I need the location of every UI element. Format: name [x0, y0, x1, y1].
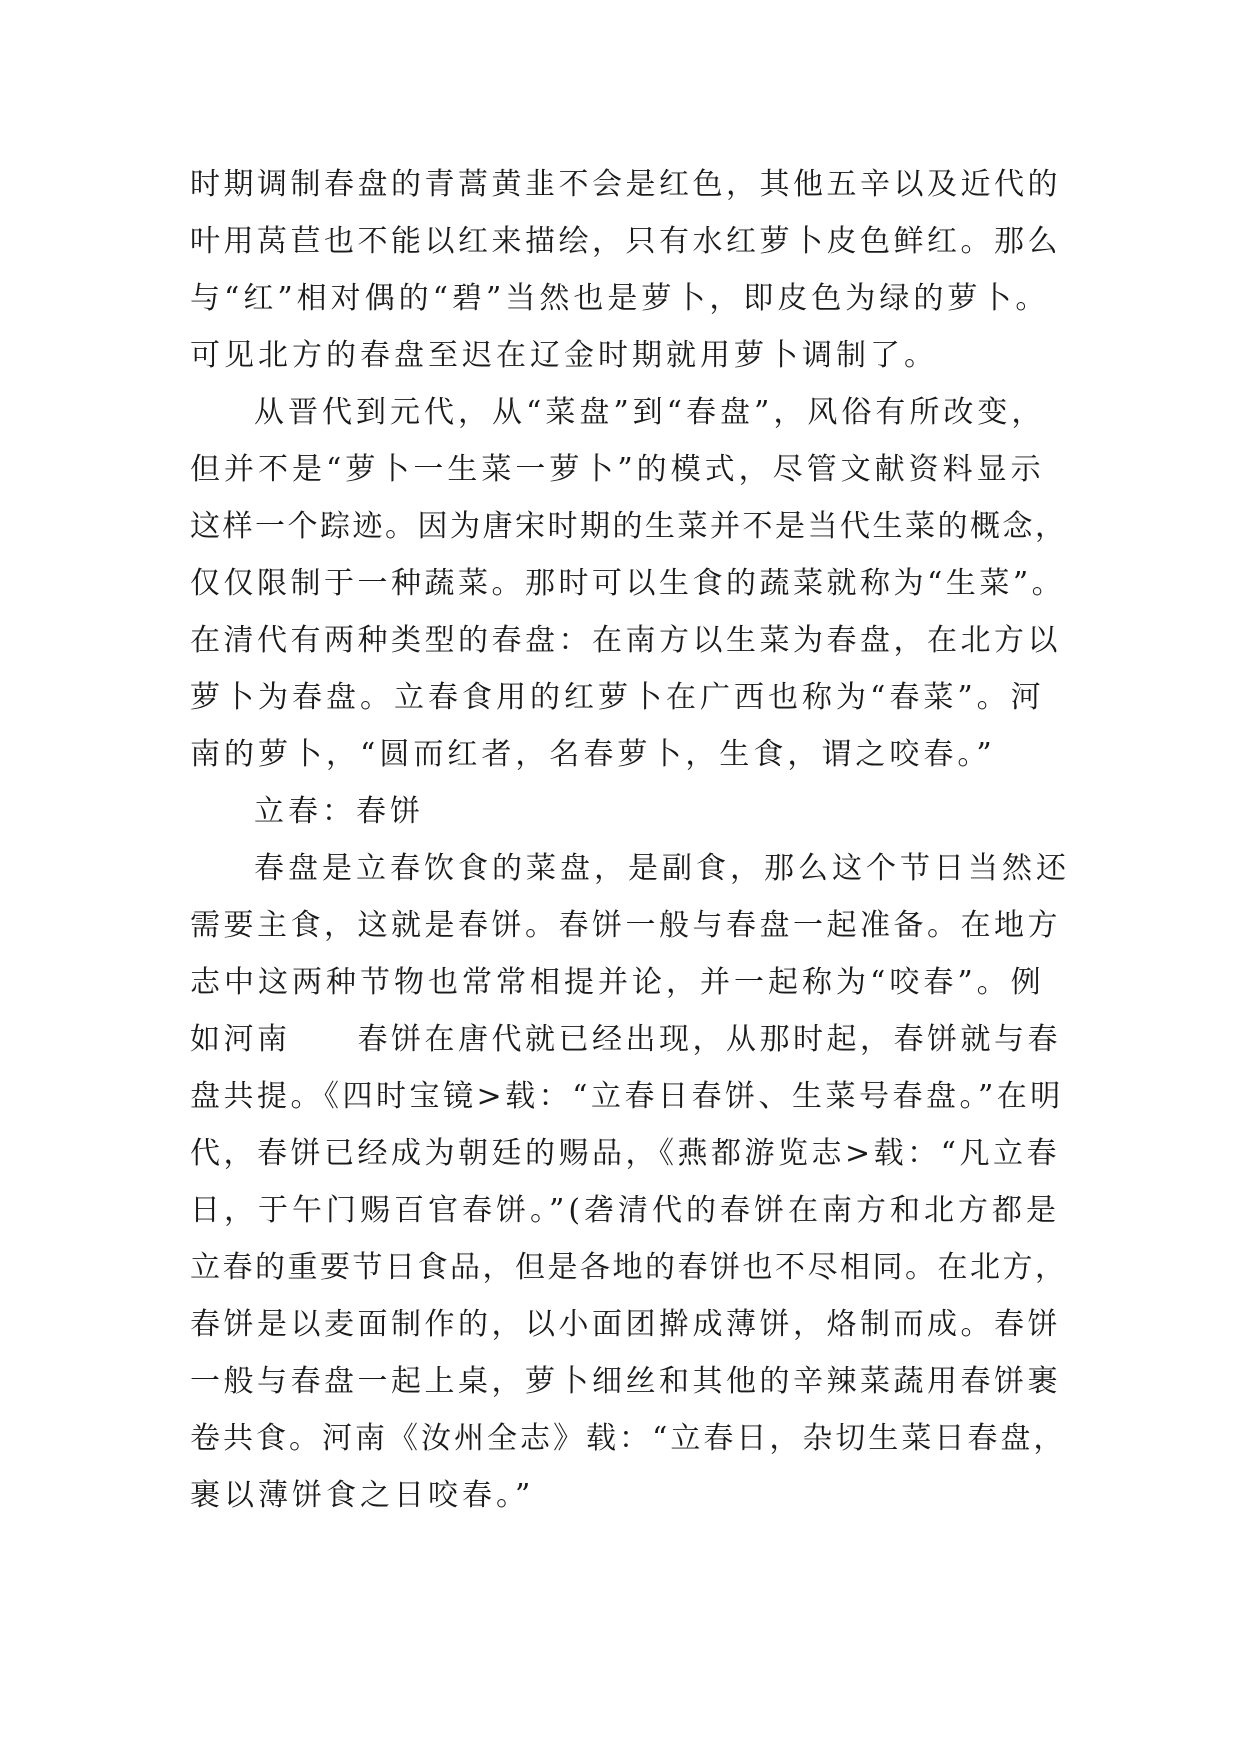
text-line: 春盘是立春饮食的菜盘，是副食，那么这个节日当然还	[254, 851, 1070, 886]
text-line: 从晋代到元代，从“菜盘”到“春盘”，风俗有所改变，	[254, 395, 1046, 430]
text-line: 南的萝卜，“圆而红者，名春萝卜，生食，谓之咬春。”	[190, 737, 996, 772]
text-line: 可见北方的春盘至迟在辽金时期就用萝卜调制了。	[190, 338, 938, 373]
text-line: 与“红”相对偶的“碧”当然也是萝卜，即皮色为绿的萝卜。	[190, 281, 1050, 316]
text-line: 立春：春饼	[254, 794, 424, 829]
text-line: 时期调制春盘的青蒿黄韭不会是红色，其他五辛以及近代的	[190, 167, 1061, 202]
text-line: 这样一个踪迹。因为唐宋时期的生菜并不是当代生菜的概念，	[190, 509, 1068, 544]
text-line: 萝卜为春盘。立春食用的红萝卜在广西也称为“春菜”。河	[190, 680, 1045, 715]
text-line: 志中这两种节物也常常相提并论，并一起称为“咬春”。例	[190, 965, 1045, 1000]
document-body	[190, 156, 1070, 1524]
text-line: 日，于午门赐百官春饼。”(砻清代的春饼在南方和北方都是	[190, 1193, 1061, 1228]
text-line: 一般与春盘一起上桌，萝卜细丝和其他的辛辣菜蔬用春饼裹	[190, 1364, 1061, 1399]
text-line: 春饼是以麦面制作的，以小面团擀成薄饼，烙制而成。春饼	[190, 1307, 1061, 1342]
text-line: 叶用莴苣也不能以红来描绘，只有水红萝卜皮色鲜红。那么	[190, 224, 1061, 259]
text-line: 卷共食。河南《汝州全志》载：“立春日，杂切生菜日春盘，	[190, 1421, 1067, 1456]
text-line: 如河南 春饼在唐代就已经出现，从那时起，春饼就与春	[190, 1022, 1061, 1057]
text-line: 立春的重要节日食品，但是各地的春饼也不尽相同。在北方，	[190, 1250, 1068, 1285]
text-line: 裹以薄饼食之日咬春。”	[190, 1478, 535, 1513]
text-line: 仅仅限制于一种蔬菜。那时可以生食的蔬菜就称为“生菜”。	[190, 566, 1066, 601]
text-line: 在清代有两种类型的春盘：在南方以生菜为春盘，在北方以	[190, 623, 1061, 658]
text-line: 需要主食，这就是春饼。春饼一般与春盘一起准备。在地方	[190, 908, 1061, 943]
text-line: 代，春饼已经成为朝廷的赐品，《燕都游览志>载：“凡立春	[190, 1136, 1060, 1171]
text-line: 盘共提。《四时宝镜>载：“立春日春饼、生菜号春盘。”在明	[190, 1079, 1064, 1114]
text-line: 但并不是“萝卜一生菜一萝卜”的模式，尽管文献资料显示	[190, 452, 1045, 487]
